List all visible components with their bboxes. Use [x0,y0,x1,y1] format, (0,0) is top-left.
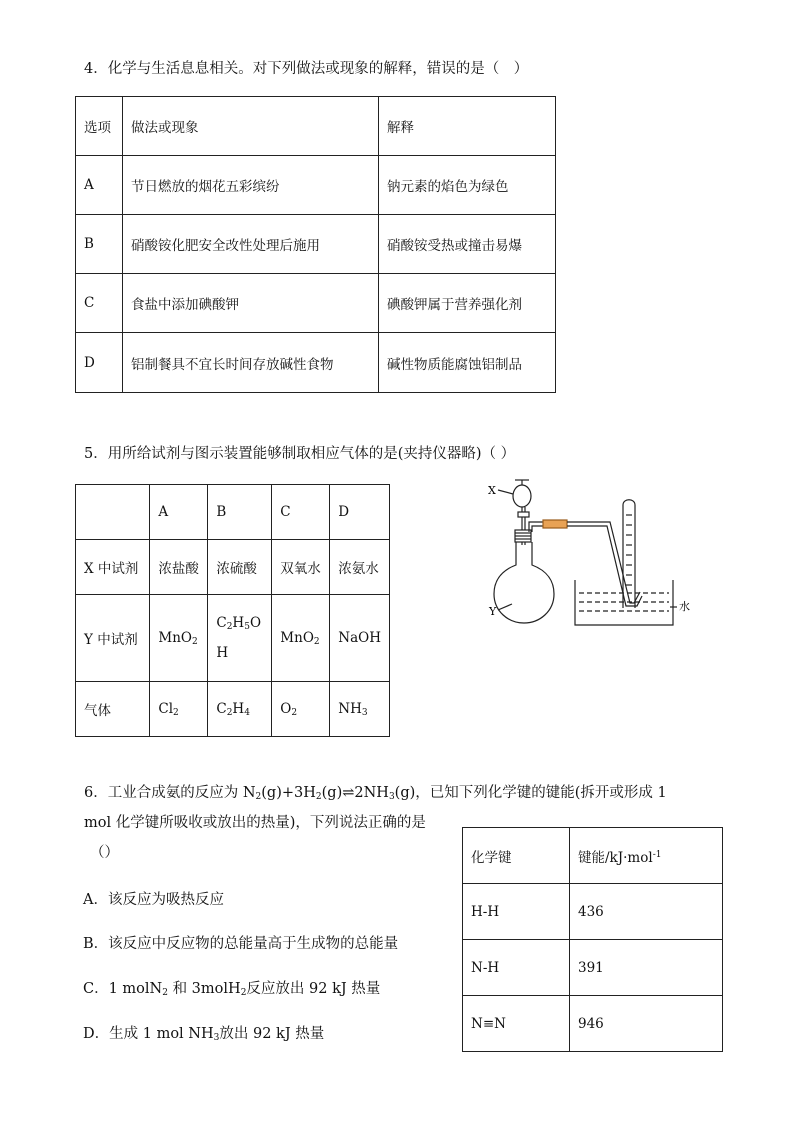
q6-energy-cell: 391 [570,940,723,996]
q6-header-bond: 化学键 [463,828,570,884]
table-row [463,828,723,884]
label-x: X [488,484,496,497]
rubber-tube [543,520,567,528]
q5-col-a: A [150,485,208,540]
q4-option-cell: C [76,274,123,333]
q4-action-cell: 硝酸铵化肥安全改性处理后施用 [123,215,379,274]
q4-header-option: 选项 [76,97,123,156]
q5-gas-c: $O_2$ [272,682,330,737]
round-flask [494,542,554,623]
q4-action-cell: 铝制餐具不宜长时间存放碱性食物 [123,333,379,393]
gas-collection-tube [623,500,635,608]
table-row [463,996,723,1052]
table-row [76,97,556,156]
q6-energy-cell: 946 [570,996,723,1052]
q5-table [75,484,390,737]
table-row [76,333,556,393]
q6-option-c: C．1 molN$_2$ 和 3molH$_2$反应放出 92 kJ 热量 [83,981,381,998]
label-y: Y [489,605,497,618]
table-row [76,595,390,682]
q5-row-gas-label: 气体 [76,682,150,737]
table-row [463,940,723,996]
table-row [76,682,390,737]
q6-stem-line2: mol 化学键所吸收或放出的热量)，下列说法正确的是 [84,815,426,831]
q5-y-a: MnO$_2$ [150,595,208,682]
q6-bond-cell: H-H [463,884,570,940]
table-row [76,274,556,333]
stopcock [518,512,529,517]
q5-x-d: 浓氨水 [330,540,390,595]
q6-energy-cell: 436 [570,884,723,940]
q4-table [75,96,556,393]
q4-action-cell: 节日燃放的烟花五彩缤纷 [123,156,379,215]
q5-gas-a: $Cl_2$ [150,682,208,737]
table-row [76,156,556,215]
q4-explain-cell: 碘酸钾属于营养强化剂 [379,274,556,333]
q5-row-x-label: X 中试剂 [76,540,150,595]
q6-bond-cell: N≡N [463,996,570,1052]
q5-gas-b: $C_2H_4$ [208,682,272,737]
q5-row-y-label: Y 中试剂 [76,595,150,682]
q5-gas-d: $NH_3$ [330,682,390,737]
q4-option-cell: A [76,156,123,215]
table-row [76,540,390,595]
q4-action-cell: 食盐中添加碘酸钾 [123,274,379,333]
q5-col-c: C [272,485,330,540]
table-row [463,884,723,940]
table-row [76,215,556,274]
q5-x-a: 浓盐酸 [150,540,208,595]
q4-header-explain: 解释 [379,97,556,156]
q4-explain-cell: 钠元素的焰色为绿色 [379,156,556,215]
q4-explain-cell: 硝酸铵受热或撞击易爆 [379,215,556,274]
q5-y-c: MnO$_2$ [272,595,330,682]
q6-stem-line1: 6．工业合成氨的反应为 $N_2(g)+3H_2(g)\rightleftharpoons 2NH_3(g)$，已知下列化学键的键能(拆开或形成 1 [84,785,667,802]
q4-stem: 4．化学与生活息息相关。对下列做法或现象的解释，错误的是（ ） [84,61,529,77]
q6-option-b: B．该反应中反应物的总能量高于生成物的总能量 [83,936,399,952]
q5-empty-cell [76,485,150,540]
q5-y-d: NaOH [330,595,390,682]
q5-x-b: 浓硫酸 [208,540,272,595]
label-water: 水 [679,600,690,613]
q6-bond-table [462,827,723,1052]
q6-stem-line3: （） [90,845,119,861]
q5-col-b: B [208,485,272,540]
q4-option-cell: B [76,215,123,274]
q4-explain-cell: 碱性物质能腐蚀铝制品 [379,333,556,393]
q4-header-action: 做法或现象 [123,97,379,156]
q5-col-d: D [330,485,390,540]
apparatus-diagram [480,470,710,630]
q6-option-d: D．生成 1 mol $NH_3$放出 92 kJ 热量 [83,1026,325,1043]
q4-option-cell: D [76,333,123,393]
q6-option-a: A．该反应为吸热反应 [83,892,224,908]
table-row [76,485,390,540]
q6-header-energy: 键能/kJ·mol$^{-1}$ [570,828,723,884]
q5-x-c: 双氧水 [272,540,330,595]
funnel-bulb [513,485,531,507]
q5-stem: 5．用所给试剂与图示装置能够制取相应气体的是(夹持仪器略)（ ） [84,446,516,462]
q6-bond-cell: N-H [463,940,570,996]
q5-y-b: $C_2H_5O$ H [208,595,272,682]
